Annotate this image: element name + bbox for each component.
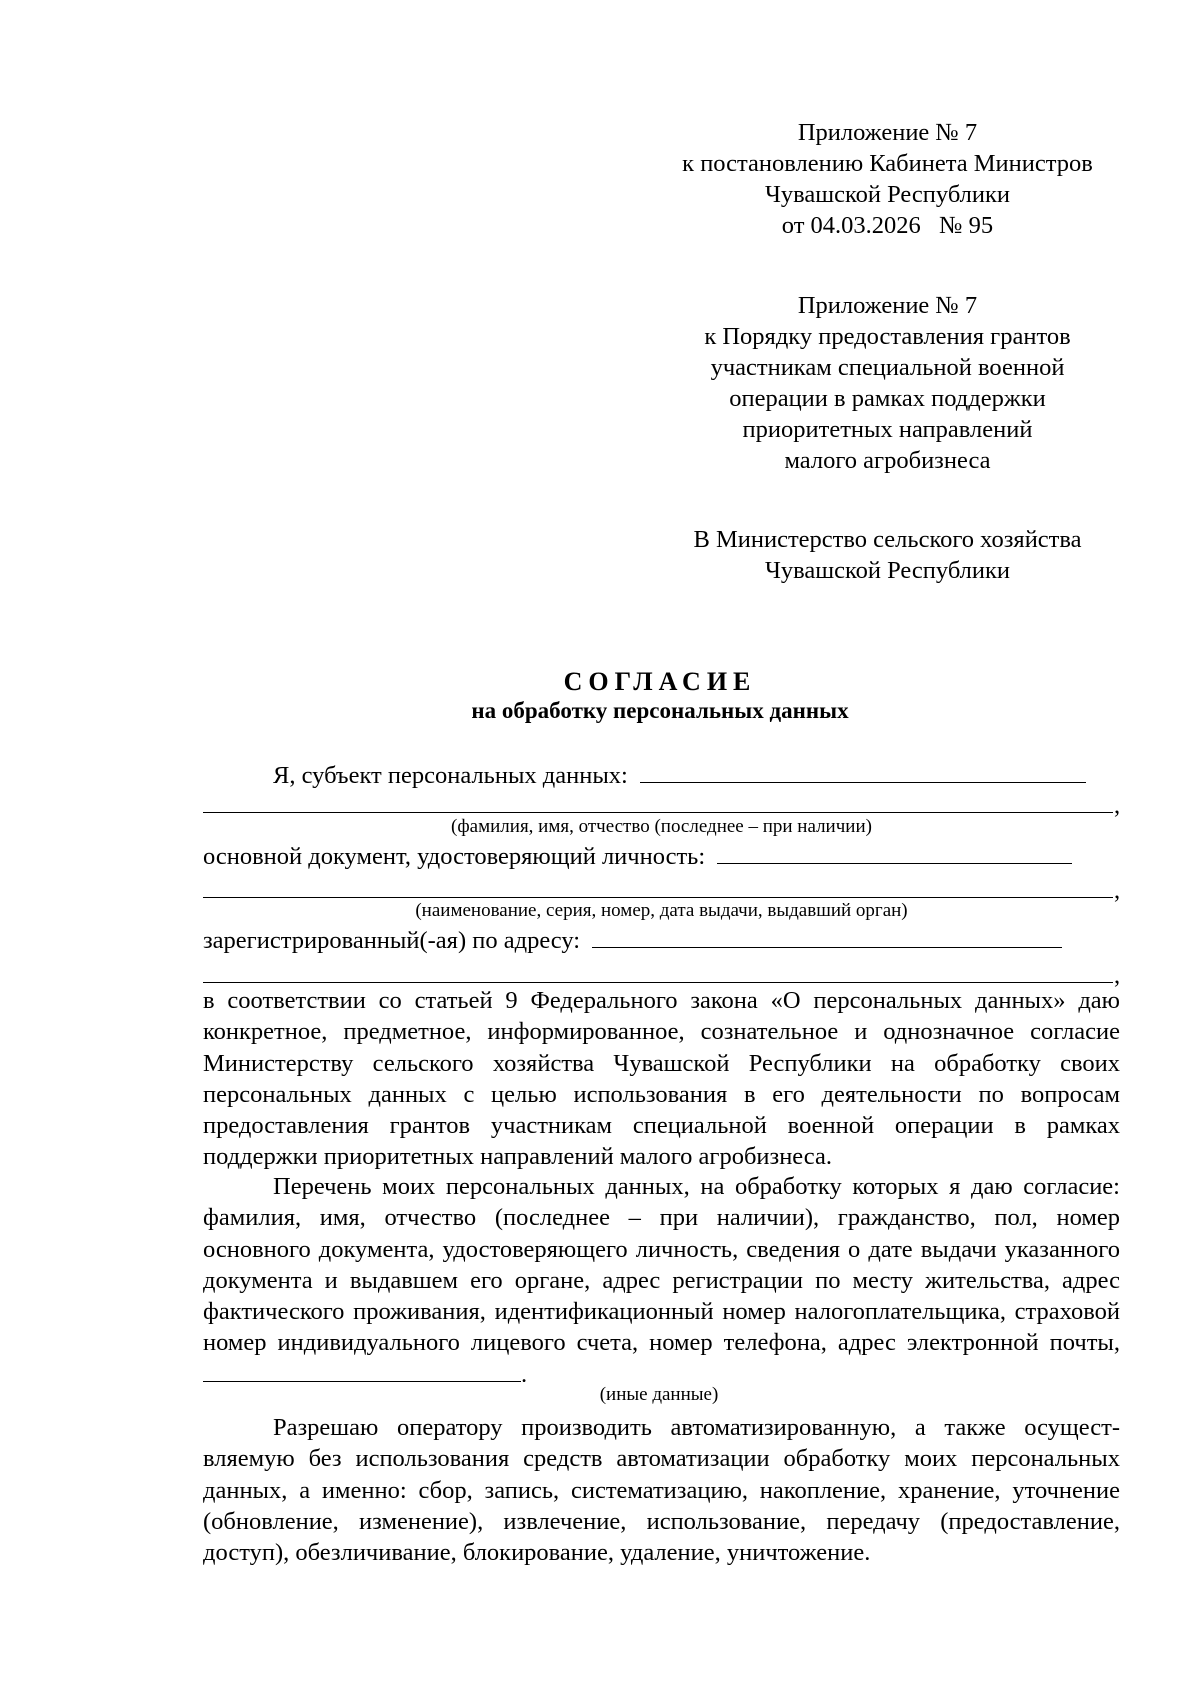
- document-field[interactable]: [717, 841, 1072, 864]
- appendix-government-decree: [655, 117, 1120, 241]
- subject-name-field-line2[interactable]: [203, 812, 1113, 813]
- subject-row: [203, 760, 1190, 791]
- addressee-block: [655, 524, 1120, 586]
- period: .: [521, 1360, 528, 1388]
- document-field-line2[interactable]: [203, 897, 1113, 898]
- order-line-5: приоритетных направлений: [742, 416, 1033, 443]
- document-title: СОГЛАСИЕ: [563, 667, 757, 696]
- comma: ,: [1114, 877, 1121, 904]
- order-line-4: операции в рамках поддержки: [729, 385, 1046, 412]
- order-line-3: участникам специальной военной: [710, 354, 1065, 381]
- document-label: основной документ, удостоверяющий личность:: [203, 843, 706, 870]
- address-field-line2[interactable]: [203, 982, 1113, 983]
- consent-paragraph-1: в соответствии со статьей 9 Федерального закона «О персональных данных» даю конкретное, предметное, информированное, сознательное и однозначное согласие Министерству сельского хозяйства Чувашской Республики на обработку своих персональных данных с целью использования в его деятельности по вопросам предоставления грантов участникам специальной военной операции в рамках поддержки приоритетных направлений малого агробизнеса.: [203, 987, 1120, 1171]
- appendix-decree-ref: к постановлению Кабинета Министров: [682, 150, 1093, 177]
- personal-data-list-text: Перечень моих персональных данных, на обработку которых я даю согласие: фамилия, имя, отчество (последнее – при наличии), гражданство, пол, номер основного документа, удостоверяющего личность, сведения о дате выдачи указанного документа и выдавшем его органе, адрес регистрации по месту жительства, адрес фактического проживания, идентификационный номер налогоплательщика, страховой номер индивидуального лицевого счета, номер телефона, адрес электронной почты,: [203, 1173, 1120, 1357]
- address-field[interactable]: [592, 925, 1062, 948]
- other-data-field[interactable]: [203, 1359, 521, 1382]
- address-label: зарегистрированный(-ая) по адресу:: [203, 927, 581, 954]
- order-appendix-number: Приложение № 7: [797, 292, 978, 319]
- other-data-caption: (иные данные): [599, 1384, 719, 1405]
- document-subtitle: на обработку персональных данных: [471, 698, 849, 723]
- comma: ,: [1114, 792, 1121, 819]
- personal-data-list-paragraph: [203, 1171, 1120, 1390]
- processing-permission-paragraph: Разрешаю оператору производить автоматизированную, а также осуществляемую без использования средств автоматизации обработку моих персональных данных, а именно: сбор, запись, систематизацию, накопление, хранение, уточнение (обновление, изменение), извлечение, использование, передачу (предоставление, доступ), обезличивание, блокирование, удаление, уничтожение.: [203, 1414, 1120, 1567]
- document-caption: (наименование, серия, номер, дата выдачи, выдавший орган): [415, 900, 908, 921]
- appendix-republic: Чувашской Республики: [764, 181, 1011, 208]
- appendix-order: [655, 290, 1120, 476]
- comma: ,: [1114, 962, 1121, 989]
- appendix-number: Приложение № 7: [797, 119, 978, 146]
- address-row: [203, 925, 1120, 956]
- subject-name-field[interactable]: [640, 760, 1086, 783]
- appendix-date-number: от 04.03.2026 № 95: [781, 212, 994, 239]
- addressee-line-2: Чувашской Республики: [764, 557, 1011, 584]
- order-line-2: к Порядку предоставления грантов: [704, 323, 1071, 350]
- addressee-line-1: В Министерство сельского хозяйства: [693, 526, 1082, 553]
- order-line-6: малого агробизнеса: [784, 447, 991, 474]
- subject-label: Я, субъект персональных данных:: [273, 762, 628, 789]
- document-row: [203, 841, 1120, 872]
- fio-caption: (фамилия, имя, отчество (последнее – при наличии): [451, 816, 872, 837]
